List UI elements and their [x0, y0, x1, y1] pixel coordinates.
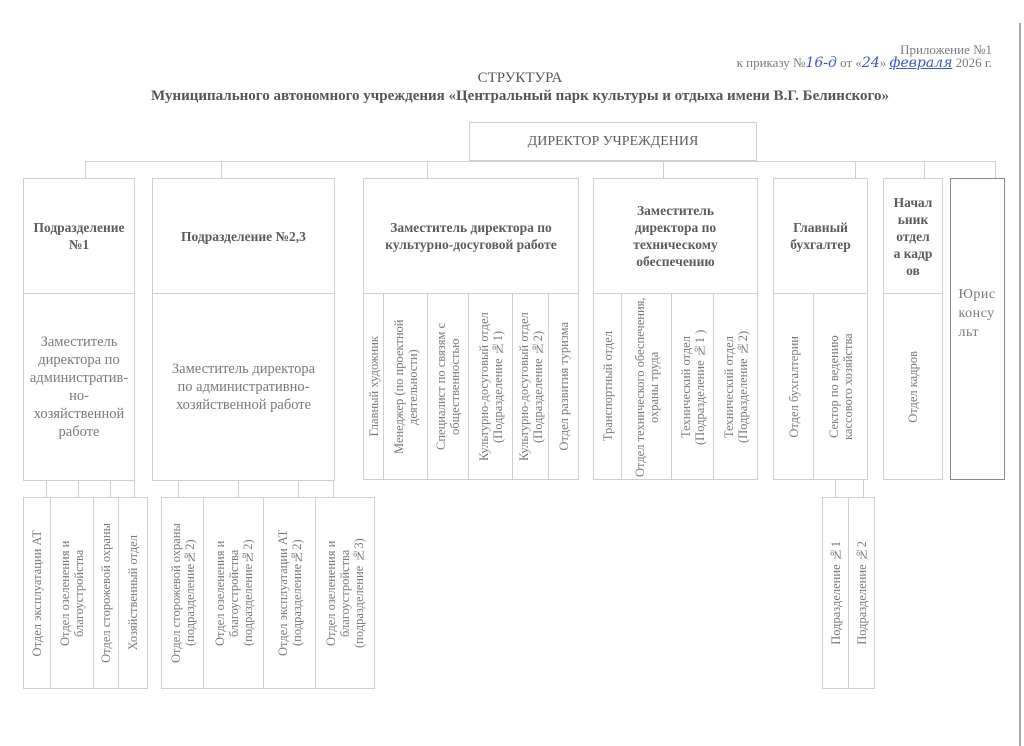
department-label: Отдел развития туризма — [556, 322, 571, 451]
unit-4-title: Заместитель директора по техническому обеспечению — [633, 203, 718, 269]
department-cell — [203, 497, 264, 689]
department-label: Отдел озеленения и благоустройства (подразделение №3) — [324, 538, 366, 648]
director-box — [469, 122, 757, 161]
department-cell — [773, 293, 814, 480]
department-label: Отдел эксплуатации АТ (подразделение№2) — [275, 529, 304, 657]
date-prefix: от « — [840, 55, 862, 70]
department-label: Отдел эксплуатации АТ — [30, 529, 44, 657]
unit-2-deputy — [152, 293, 335, 481]
subdivision-label: Подразделение №2 — [854, 541, 869, 645]
connector — [110, 480, 111, 497]
department-label: Отдел технического обеспечения, охраны труда — [632, 296, 661, 477]
unit-1-deputy-label: Заместитель директора по административно-хозяйственной работе — [29, 334, 129, 440]
department-cell — [593, 293, 622, 480]
department-label: Хозяйственный отдел — [126, 535, 140, 651]
department-cell — [512, 293, 549, 480]
department-label: Технический отдел (Подразделение №1 ) — [678, 328, 707, 445]
director-label: ДИРЕКТОР УЧРЕЖДЕНИЯ — [527, 134, 699, 149]
department-label: Отдел озеленения и благоустройства — [58, 540, 86, 646]
unit-7-legal-counsel — [950, 178, 1005, 480]
department-label: Главный художник — [366, 336, 381, 437]
connector — [78, 480, 79, 497]
department-cell — [548, 293, 579, 480]
department-cell — [118, 497, 148, 689]
connector — [863, 480, 864, 497]
unit-6-header — [883, 178, 943, 294]
order-prefix: к приказу № — [736, 55, 806, 70]
order-number-handwritten: 16-д — [805, 55, 837, 71]
department-label: Транспортный отдел — [600, 331, 615, 442]
unit-2-header — [152, 178, 335, 294]
unit-1-header — [23, 178, 135, 294]
subdivision-label: Подразделение №1 — [828, 541, 843, 645]
connector — [663, 161, 664, 178]
department-label: Культурно-досуговый отдел (Подразделение №1) — [476, 312, 505, 461]
connector — [835, 480, 836, 497]
unit-6-title: Начальник отдела кадров — [893, 194, 933, 278]
department-label: Специалист по связям с общественностью — [434, 322, 462, 451]
date-day-handwritten: 24 — [861, 55, 880, 71]
department-cell — [671, 293, 714, 480]
department-cell — [363, 293, 384, 480]
connector — [298, 480, 299, 497]
department-cell — [23, 497, 51, 689]
unit-4-header — [593, 178, 758, 294]
connector — [221, 161, 222, 178]
connector — [134, 480, 135, 497]
department-cell — [883, 293, 943, 480]
department-cell — [263, 497, 316, 689]
department-label: Менеджер (по проектной деятельности) — [391, 319, 420, 454]
connector — [85, 161, 86, 178]
subdivision-cell — [848, 497, 875, 689]
department-label: Сектор по ведению кассового хозяйства — [826, 333, 855, 440]
unit-1-deputy — [23, 293, 135, 481]
connector — [427, 161, 428, 178]
department-cell — [713, 293, 758, 480]
document-title: СТРУКТУРА — [477, 70, 563, 86]
department-label: Технический отдел (Подразделение №2) — [721, 330, 750, 443]
department-label: Отдел озеленения и благоустройства (подразделение№2) — [212, 539, 255, 647]
connector — [46, 480, 47, 497]
date-year: 2026 г. — [955, 55, 992, 70]
subdivision-cell — [822, 497, 849, 689]
unit-2-deputy-label: Заместитель директора по административно-хозяйственной работе — [171, 361, 316, 413]
department-cell — [161, 497, 204, 689]
document-subtitle: Муниципального автономного учреждения «Центральный парк культуры и отдыха имени В.Г. Белинского» — [151, 88, 889, 104]
date-month-handwritten: февраля — [889, 55, 953, 71]
connector — [924, 161, 925, 178]
department-cell — [93, 497, 119, 689]
department-cell — [468, 293, 513, 480]
unit-1-title: Подразделение №1 — [33, 220, 125, 252]
unit-2-title: Подразделение №2,3 — [181, 228, 306, 244]
unit-3-title: Заместитель директора по культурно-досуговой работе — [385, 220, 557, 252]
unit-3-header — [363, 178, 579, 294]
connector — [333, 480, 334, 497]
date-close: » — [879, 55, 887, 70]
department-label: Отдел сторожевой охраны — [99, 523, 113, 663]
connector — [855, 161, 856, 178]
connector — [178, 480, 179, 497]
connector — [238, 480, 239, 497]
department-cell — [813, 293, 868, 480]
department-label: Культурно-досуговый отдел (Подразделение №2) — [516, 312, 545, 461]
unit-5-title: Главный бухгалтер — [790, 220, 851, 252]
department-label: Отдел бухгалтерии — [786, 335, 801, 438]
department-label: Отдел сторожевой охраны (подразделение№2) — [168, 523, 197, 663]
unit-7-title: Юрисконсульт — [958, 287, 996, 340]
department-cell — [621, 293, 672, 480]
department-cell — [50, 497, 94, 689]
department-cell — [315, 497, 375, 689]
department-cell — [427, 293, 469, 480]
page-edge — [1019, 23, 1021, 746]
appendix-label: Приложение №1 — [900, 42, 992, 57]
department-cell — [383, 293, 428, 480]
order-reference — [700, 55, 992, 71]
unit-5-header — [773, 178, 868, 294]
connector — [995, 161, 996, 178]
department-label: Отдел кадров — [906, 350, 920, 423]
